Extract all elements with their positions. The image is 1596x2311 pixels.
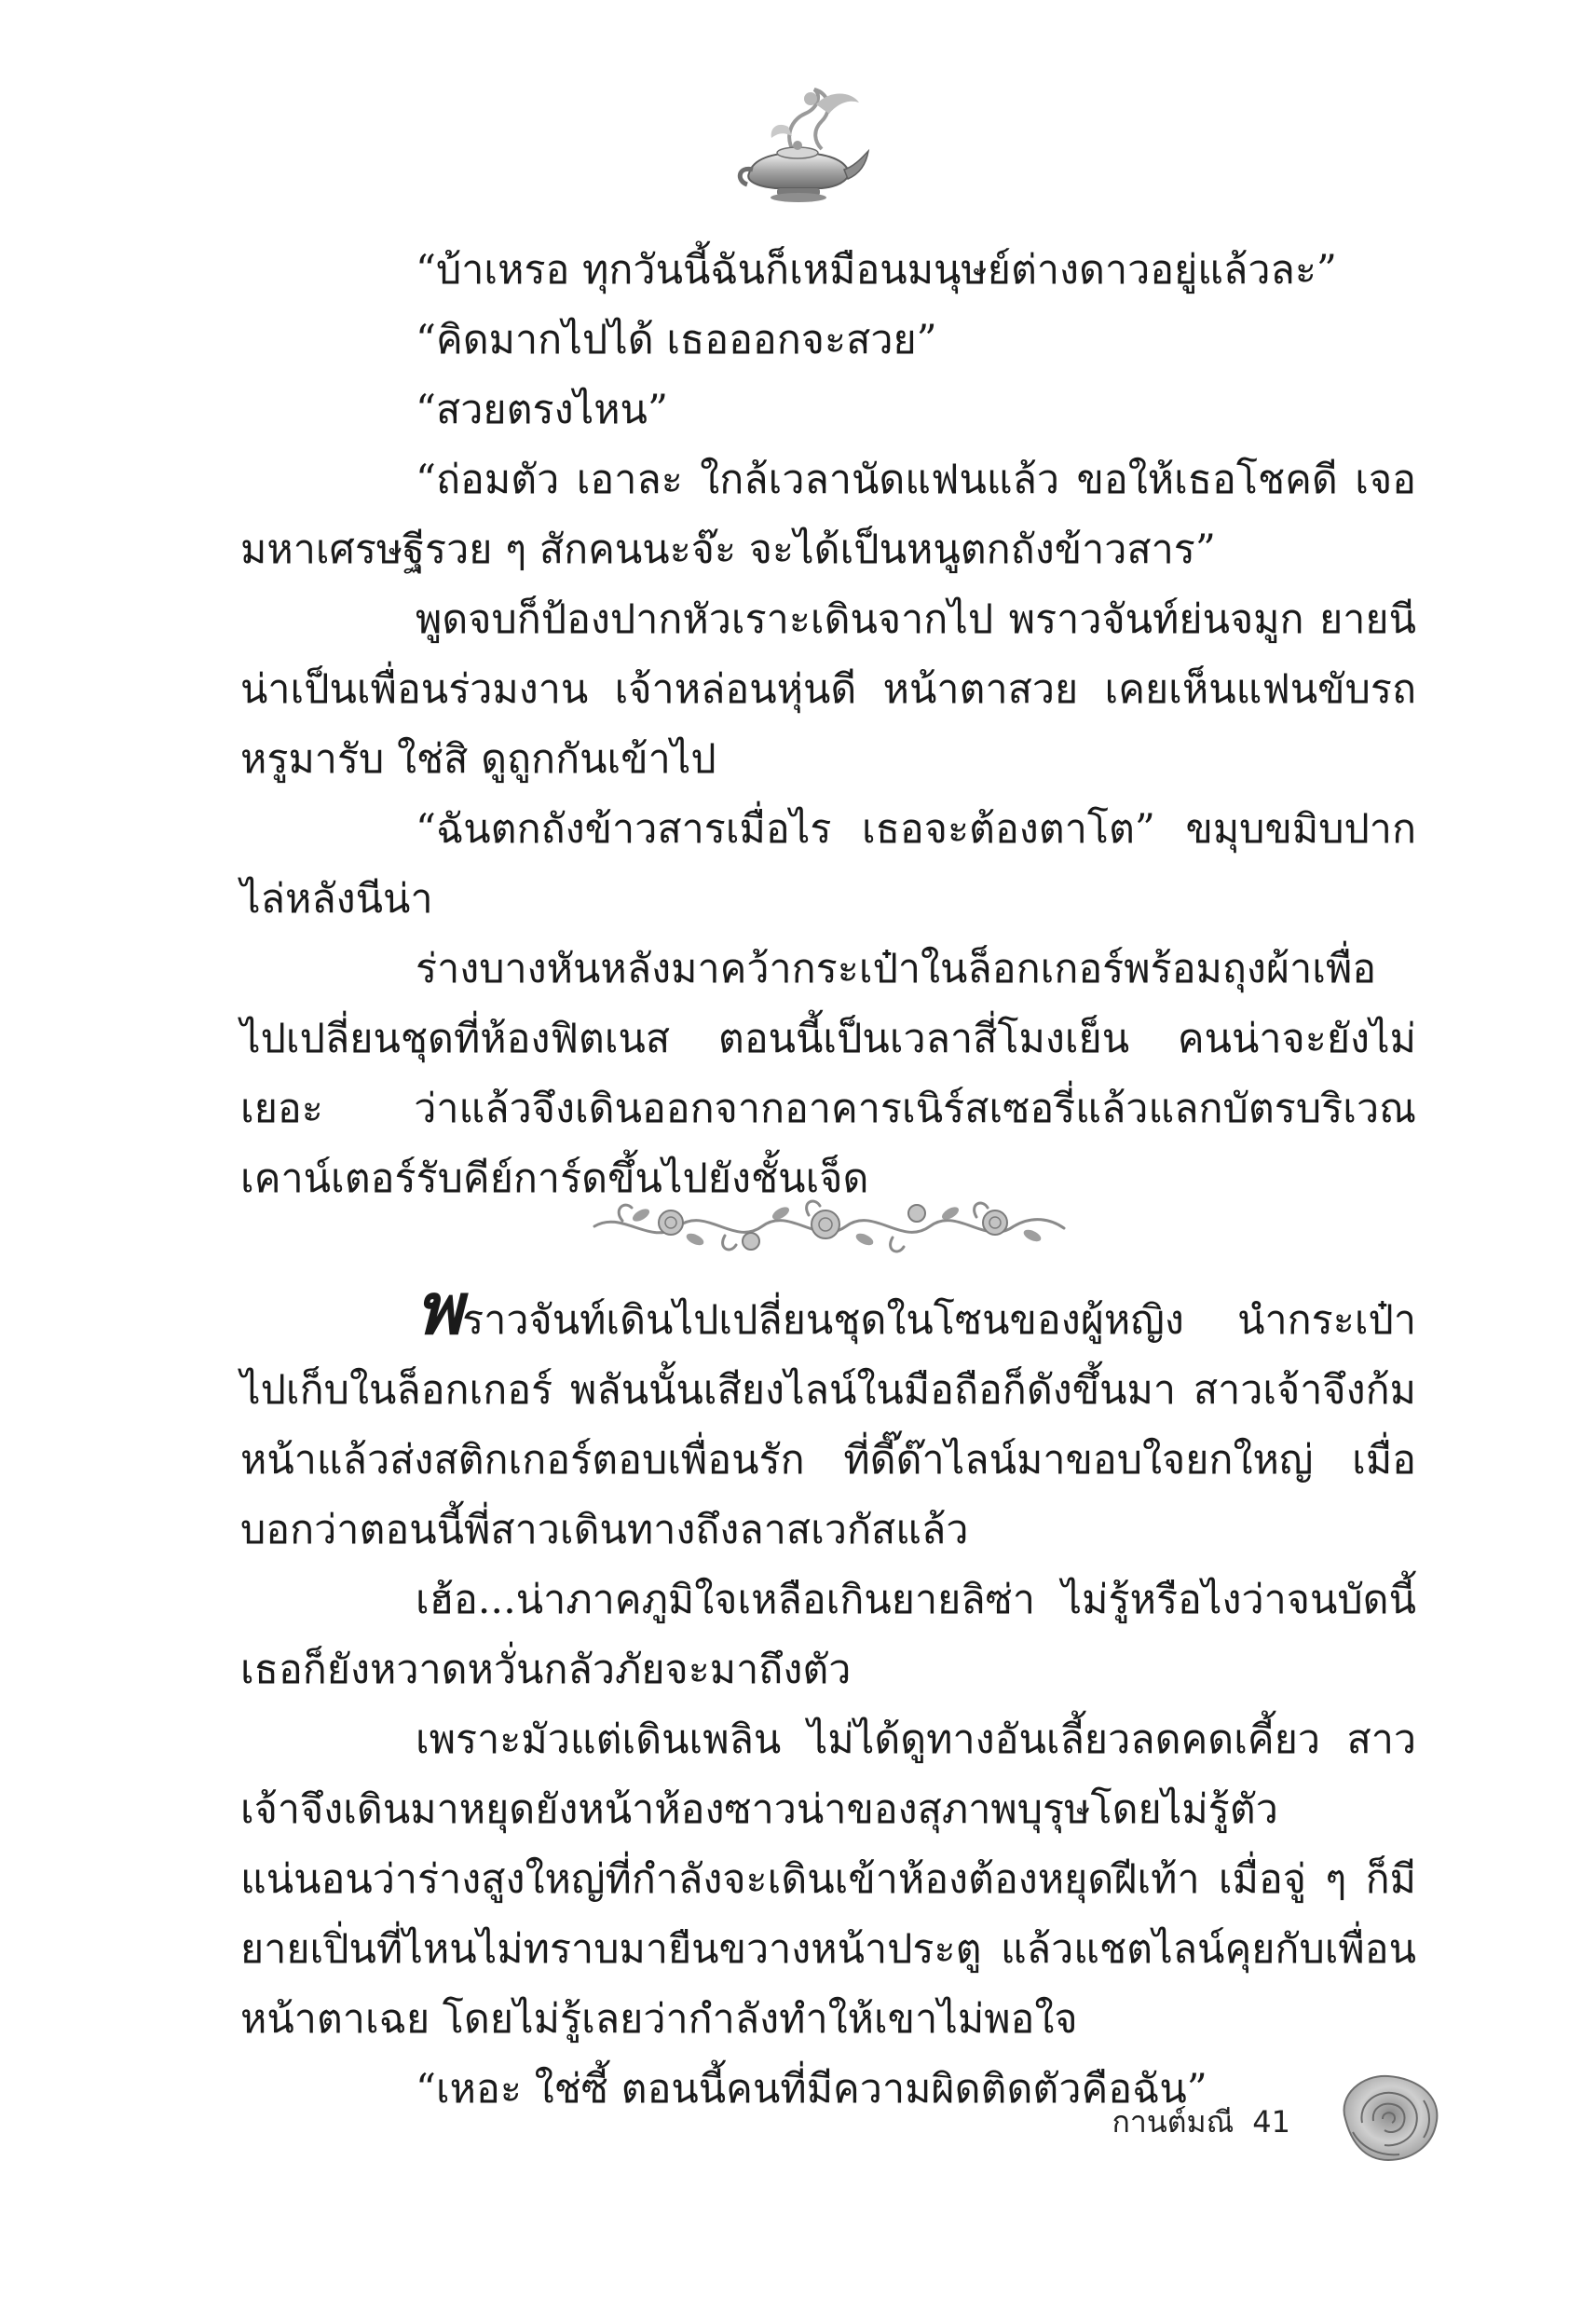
drop-cap: พ	[416, 1267, 463, 1350]
book-title: กานต์มณี	[1112, 2104, 1235, 2140]
paragraph: พูดจบก็ป้องปากหัวเราะเดินจากไป พราวจันท์ย่นจมูก ยายนีน่าเป็นเพื่อนร่วมงาน เจ้าหล่อนหุ่นดี หน้าตาสวย เคยเห็นแฟนขับรถหรูมารับ ใช่สิ ดูถูกกันเข้าไป	[240, 596, 1416, 783]
paragraph: “คิดมากไปได้ เธอออกจะสวย”	[416, 317, 937, 363]
paragraph	[240, 1267, 1416, 1566]
floral-vine-divider	[585, 1182, 1070, 1265]
paragraph: เฮ้อ...น่าภาคภูมิใจเหลือเกินยายลิซ่า ไม่รู้หรือไงว่าจนบัดนี้เธอก็ยังหวาดหวั่นกลัวภัยจะมาถึงตัว	[240, 1577, 1416, 1693]
text-section-1	[240, 236, 1416, 1214]
text-section-2	[240, 1267, 1416, 2125]
page-footer	[1112, 2101, 1291, 2142]
rose-icon	[1334, 2067, 1444, 2166]
paragraph: เพราะมัวแต่เดินเพลิน ไม่ได้ดูทางอันเลี้ยวลดคดเคี้ยว สาวเจ้าจึงเดินมาหยุดยังหน้าห้องซาวน่าของสุภาพบุรุษโดยไม่รู้ตัว แน่นอนว่าร่างสูงใหญ่ที่กำลังจะเดินเข้าห้องต้องหยุดฝีเท้า เมื่อจู่ ๆ ก็มียายเปิ่นที่ไหนไม่ทราบมายืนขวางหน้าประตู แล้วแชตไลน์คุยกับเพื่อนหน้าตาเฉย โดยไม่รู้เลยว่ากำลังทำให้เขาไม่พอใจ	[240, 1716, 1416, 2043]
paragraph-text: ราวจันท์เดินไปเปลี่ยนชุดในโซนของผู้หญิง นำกระเป๋าไปเก็บในล็อกเกอร์ พลันนั้นเสียงไลน์ในมือถือก็ดังขึ้นมา สาวเจ้าจึงก้มหน้าแล้วส่งสติกเกอร์ตอบเพื่อนรัก ที่ดี๊ด๊าไลน์มาขอบใจยกใหญ่ เมื่อบอกว่าตอนนี้พี่สาวเดินทางถึงลาสเวกัสแล้ว	[240, 1297, 1416, 1553]
paragraph: ร่างบางหันหลังมาคว้ากระเป๋าในล็อกเกอร์พร้อมถุงผ้าเพื่อไปเปลี่ยนชุดที่ห้องฟิตเนส ตอนนี้เป็นเวลาสี่โมงเย็น คนน่าจะยังไม่เยอะ ว่าแล้วจึงเดินออกจากอาคารเนิร์สเซอรี่แล้วแลกบัตรบริเวณเคาน์เตอร์รับคีย์การ์ดขึ้นไปยังชั้นเจ็ด	[240, 946, 1416, 1202]
paragraph: “ถ่อมตัว เอาละ ใกล้เวลานัดแฟนแล้ว ขอให้เธอโชคดี เจอมหาเศรษฐีรวย ๆ สักคนนะจ๊ะ จะได้เป็นหนูตกถังข้าวสาร”	[240, 457, 1416, 573]
paragraph: “บ้าเหรอ ทุกวันนี้ฉันก็เหมือนมนุษย์ต่างดาวอยู่แล้วละ”	[416, 247, 1337, 294]
paragraph: “ฉันตกถังข้าวสารเมื่อไร เธอจะต้องตาโต” ขมุบขมิบปากไล่หลังนีน่า	[240, 806, 1416, 923]
page-number: 41	[1252, 2104, 1290, 2140]
paragraph: “เหอะ ใช่ซี้ ตอนนี้คนที่มีความผิดติดตัวคือฉัน”	[416, 2066, 1207, 2113]
genie-lamp-icon	[732, 84, 872, 205]
paragraph: “สวยตรงไหน”	[416, 387, 668, 433]
